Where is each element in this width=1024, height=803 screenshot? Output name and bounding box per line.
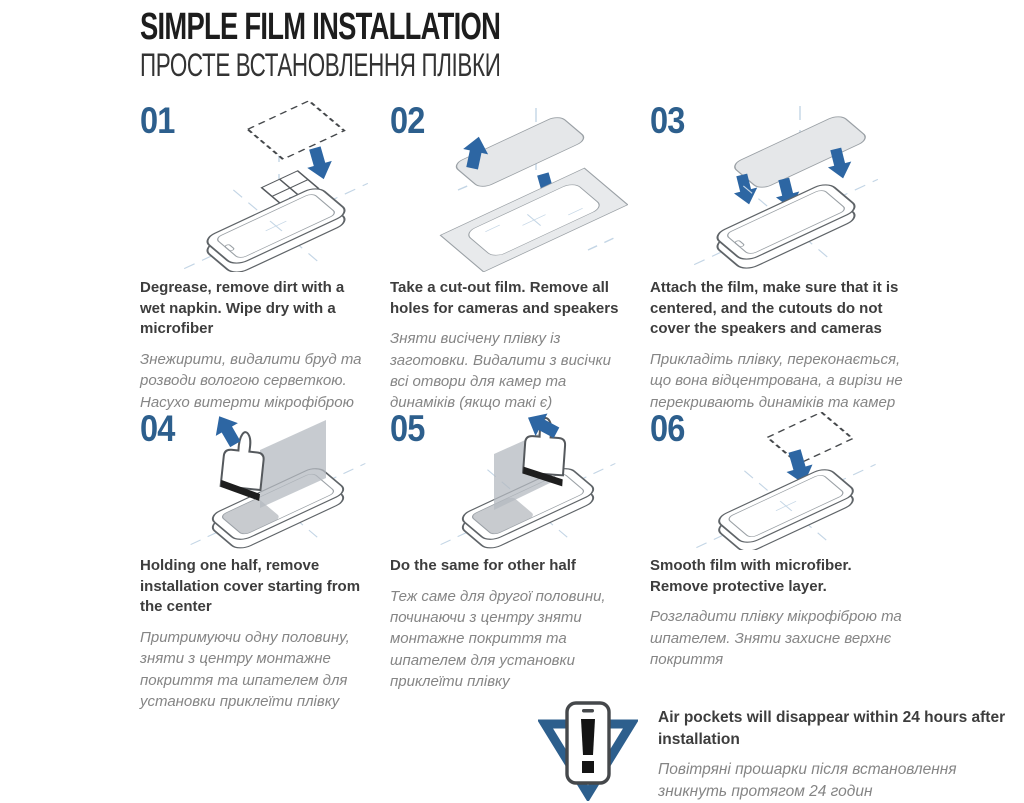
step-04-text-en: Holding one half, remove installation cover starting from the center (140, 557, 361, 616)
step-05-text-uk: Теж саме для другої половини, починаючи з центру зняти монтажне покриття та шпателем для установки приклеїти плівку (390, 587, 606, 690)
step-06-text-en: Smooth film with microfiber. Remove protective layer. (650, 557, 852, 595)
phone-icon (696, 464, 875, 550)
step-03-text-uk: Прикладіть плівку, переконається, що вона відцентрована, а вирізи не перекривають динаміків та камер (650, 351, 903, 411)
cut-out-sheet-icon (440, 168, 627, 272)
step-05-illustration-peel-other-half-icon (428, 412, 628, 550)
step-02-text-en: Take a cut-out film. Remove all holes for cameras and speakers (390, 279, 619, 317)
steps-grid (140, 100, 930, 716)
step-01-illustration-clean-phone-icon (178, 100, 378, 272)
step-02-text-uk: Зняти висічену плівку із заготовки. Видалити з висічки всі отвори для камер та динаміків (якщо такі є) (390, 330, 611, 412)
page-title: SIMPLE FILM INSTALLATION (140, 6, 501, 48)
step-03 (650, 100, 930, 411)
warning-note (538, 697, 1018, 803)
step-05-number: 05 (390, 408, 425, 449)
step-03-text-en: Attach the film, make sure that it is centered, and the cutouts do not cover the speakers and cameras (650, 279, 899, 338)
step-06-number: 06 (650, 408, 685, 449)
arrow-down-icon (303, 145, 336, 183)
step-01-text-en: Degrease, remove dirt with a wet napkin. Wipe dry with a microfiber (140, 279, 345, 338)
step-06 (650, 408, 930, 716)
step-02-number: 02 (390, 100, 425, 141)
page-subtitle: ПРОСТЕ ВСТАНОВЛЕННЯ ПЛІВКИ (140, 47, 501, 83)
step-03-illustration-attach-film-icon (688, 100, 888, 272)
warning-text-uk: Повітряні прошарки після встановлення зникнуть протягом 24 годин (658, 761, 957, 801)
phone-exclamation-warning-icon (538, 697, 638, 801)
warning-text-en: Air pockets will disappear within 24 hours after installation (658, 709, 1006, 748)
header (140, 8, 655, 81)
step-01 (140, 100, 390, 411)
step-02-illustration-cut-out-film-icon (428, 100, 628, 272)
step-03-number: 03 (650, 100, 685, 141)
napkin-icon (248, 101, 345, 159)
warning-note-texts (658, 697, 1018, 803)
step-06-text-uk: Розгладити плівку мікрофіброю та шпателем. Зняти захисне верхнє покриття (650, 608, 902, 668)
step-06-illustration-smooth-film-icon (688, 412, 888, 550)
step-04-number: 04 (140, 408, 175, 449)
film-piece-icon (730, 114, 869, 190)
napkin-icon (767, 412, 852, 464)
step-04 (140, 408, 390, 716)
step-01-number: 01 (140, 100, 175, 141)
step-04-text-uk: Притримуючи одну половину, зняти з центру монтажне покриття та шпателем для установки приклеїти плівку (140, 629, 350, 710)
step-04-illustration-peel-half-icon (178, 412, 378, 550)
step-05 (390, 408, 650, 716)
step-02 (390, 100, 650, 412)
step-05-text-en: Do the same for other half (390, 557, 576, 574)
step-01-text-uk: Знежирити, видалити бруд та розводи вологою серветкою. Насухо витерти мікрофіброю (140, 351, 362, 411)
